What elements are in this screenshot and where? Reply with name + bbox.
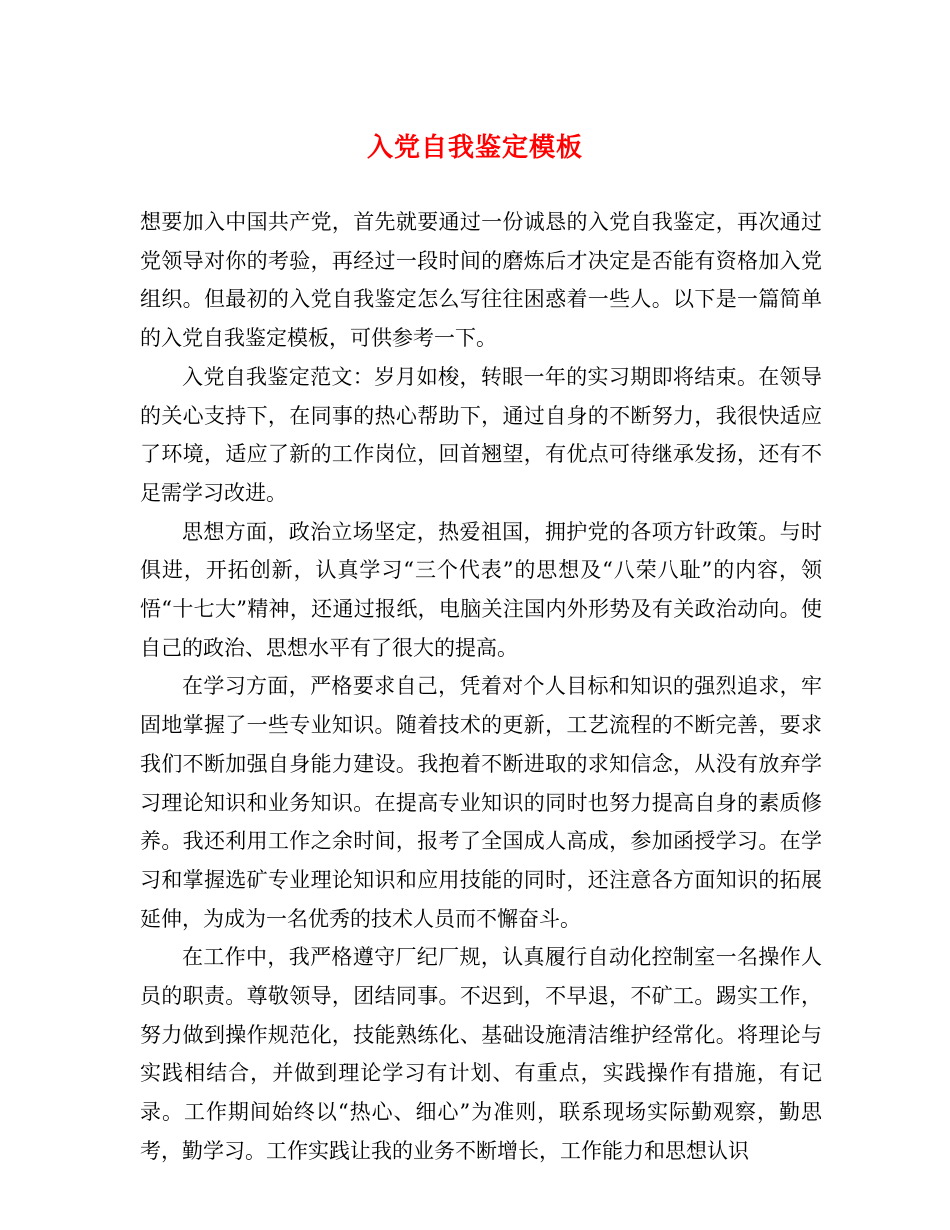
paragraph-sample-intro: 入党自我鉴定范文：岁月如梭，转眼一年的实习期即将结束。在领导的关心支持下，在同事的热心帮助下，通过自身的不断努力，我很快适应了环境，适应了新的工作岗位，回首翘望，有优点可待继承发扬，还有不足需学习改进。 [140,364,822,505]
paragraph-work: 在工作中，我严格遵守厂纪厂规，认真履行自动化控制室一名操作人员的职责。尊敬领导，团结同事。不迟到，不早退，不矿工。踢实工作，努力做到操作规范化，技能熟练化、基础设施清洁维护经常化。将理论与实践相结合，并做到理论学习有计划、有重点，实践操作有措施，有记录。工作期间始终以“热心、细心”为准则，联系现场实际勤观察，勤思考，勤学习。工作实践让我的业务不断增长，工作能力和思想认识 [140,945,822,1163]
paragraph-study: 在学习方面，严格要求自己，凭着对个人目标和知识的强烈追求，牢固地掌握了一些专业知识。随着技术的更新，工艺流程的不断完善，要求我们不断加强自身能力建设。我抱着不断进取的求知信念，从没有放弃学习理论知识和业务知识。在提高专业知识的同时也努力提高自身的素质修养。我还利用工作之余时间，报考了全国成人高成，参加函授学习。在学习和掌握选矿专业理论知识和应用技能的同时，还注意各方面知识的拓展延伸，为成为一名优秀的技术人员而不懈奋斗。 [140,674,822,931]
paragraph-intro: 想要加入中国共产党，首先就要通过一份诚恳的入党自我鉴定，再次通过党领导对你的考验，再经过一段时间的磨炼后才决定是否能有资格加入党组织。但最初的入党自我鉴定怎么写往往困惑着一些人。以下是一篇简单的入党自我鉴定模板，可供参考一下。 [140,210,822,351]
document-body [140,203,822,1171]
document-title: 入党自我鉴定模板 [366,133,583,163]
paragraph-ideology: 思想方面，政治立场坚定，热爱祖国，拥护党的各项方针政策。与时俱进，开拓创新，认真学习“三个代表”的思想及“八荣八耻”的内容，领悟“十七大”精神，还通过报纸，电脑关注国内外形势及有关政治动向。使自己的政治、思想水平有了很大的提高。 [140,519,822,660]
